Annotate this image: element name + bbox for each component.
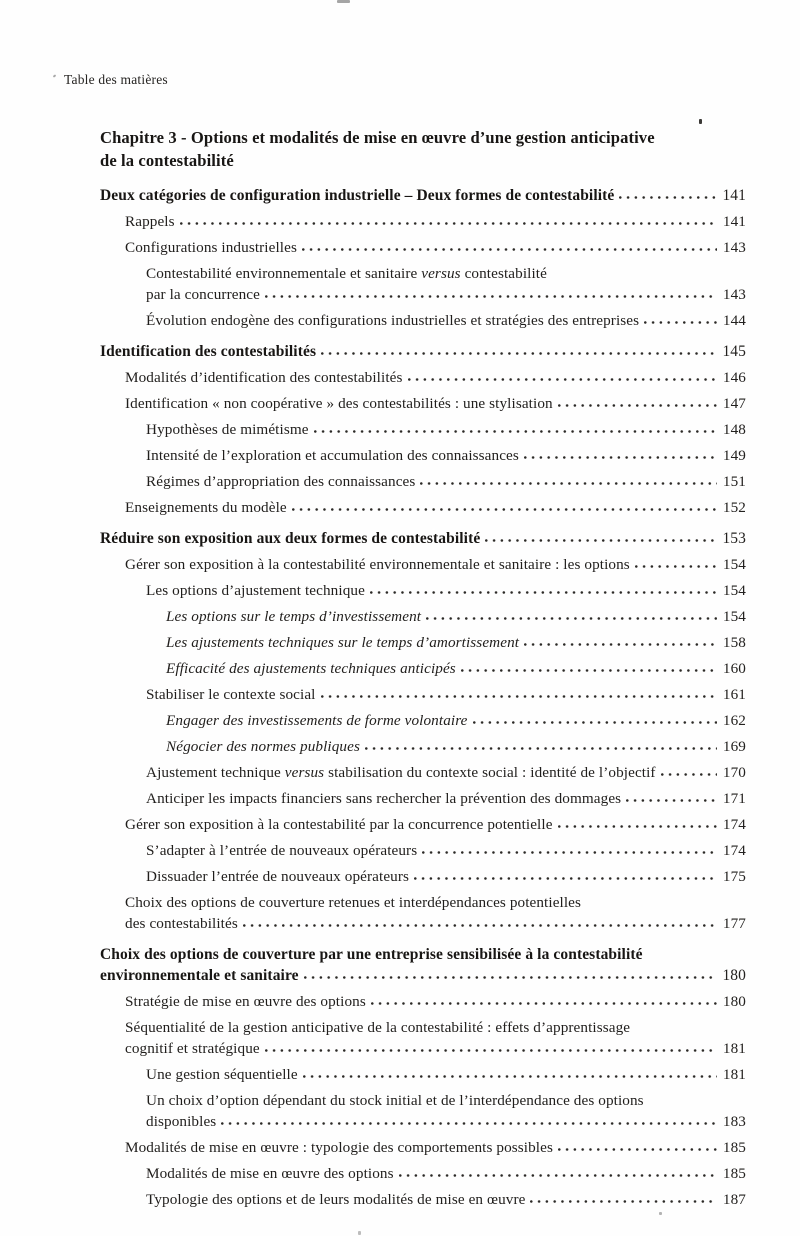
dot-leader [180, 214, 717, 226]
toc-entry-line [125, 1137, 746, 1158]
toc-entry-title [125, 393, 553, 414]
page-number: 146 [722, 369, 746, 386]
toc-entry-line [166, 606, 746, 627]
toc-entry-19 [100, 710, 746, 731]
toc-entry-33 [100, 1163, 746, 1184]
toc-entry-title [146, 1163, 394, 1184]
dot-leader [303, 1067, 717, 1079]
toc-entry-line [125, 497, 746, 518]
toc-entry-line [146, 684, 746, 705]
toc-text-segment: Typologie des options et de leurs modalités de mise en œuvre [146, 1191, 526, 1208]
toc-entry-title [146, 310, 639, 331]
toc-entry-line [166, 710, 746, 731]
dot-leader [524, 448, 717, 460]
toc-entry-0 [100, 185, 746, 206]
toc-entry-7 [100, 393, 746, 414]
toc-text-segment: Ajustement technique [146, 764, 285, 781]
dot-leader [314, 422, 717, 434]
toc-entry-title [125, 991, 366, 1012]
toc-text-segment: Identification des contestabilités [100, 343, 317, 360]
page-number: 154 [722, 582, 746, 599]
toc-text-segment: Un choix d’option dépendant du stock initial et de l’interdépendance des options [146, 1092, 644, 1109]
toc-content [100, 126, 746, 1210]
dot-leader [265, 1041, 717, 1053]
toc-entry-line [166, 736, 746, 757]
toc-entry-title [125, 913, 238, 934]
toc-entry-title [125, 1137, 553, 1158]
page-number: 185 [722, 1139, 746, 1156]
toc-entry-title [146, 762, 656, 783]
toc-entry-title [125, 211, 175, 232]
toc-entry-line [100, 528, 746, 549]
page-number: 180 [722, 967, 746, 984]
page-number: 185 [722, 1165, 746, 1182]
toc-inline-italic: versus [421, 265, 461, 282]
toc-text-segment: Modalités d’identification des contestabilités [125, 369, 403, 386]
dot-leader [414, 869, 717, 881]
dot-leader [321, 344, 717, 356]
toc-text-segment: Gérer son exposition à la contestabilité par la concurrence potentielle [125, 816, 553, 833]
dot-leader [371, 994, 717, 1006]
page-number: 171 [722, 790, 746, 807]
toc-entry-34 [100, 1189, 746, 1210]
toc-entry-10 [100, 471, 746, 492]
toc-entry-23 [100, 814, 746, 835]
toc-text-segment: Stratégie de mise en œuvre des options [125, 993, 366, 1010]
toc-entry-line [146, 445, 746, 466]
page-number: 160 [722, 660, 746, 677]
toc-entry-title [100, 341, 316, 362]
toc-entry-title [166, 632, 519, 653]
running-header: Table des matières [64, 72, 168, 87]
toc-entry-title [100, 185, 614, 206]
toc-entry-title [146, 471, 415, 492]
dot-leader [461, 661, 717, 673]
toc-entry-line [100, 185, 746, 206]
toc-text-segment: Enseignements du modèle [125, 499, 287, 516]
page-number: 174 [722, 816, 746, 833]
toc-entry-title [125, 497, 287, 518]
page-number: 147 [722, 395, 746, 412]
toc-text-segment: Les ajustements techniques sur le temps d’amortissement [166, 634, 520, 651]
toc-entry-title [146, 580, 365, 601]
chapter-heading-line2: de la contestabilité [100, 151, 234, 170]
scan-artifact [337, 0, 350, 3]
page-number: 181 [722, 1040, 746, 1057]
toc-text-segment: Les options sur le temps d’investissement [166, 608, 422, 625]
page-number: 187 [722, 1191, 746, 1208]
toc-entry-line [146, 310, 746, 331]
toc-text-segment: Deux catégories de configuration industrielle – Deux formes de contestabilité [100, 187, 615, 204]
dot-leader [422, 843, 717, 855]
toc-entry-line [146, 284, 746, 305]
dot-leader [635, 557, 717, 569]
toc-entry-line [146, 471, 746, 492]
toc-text-segment: Négocier des normes publiques [166, 738, 360, 755]
toc-entry-3 [100, 263, 746, 305]
toc-entry-line [146, 1189, 746, 1210]
page-number: 154 [722, 608, 746, 625]
toc-entry-24 [100, 840, 746, 861]
dot-leader [558, 1140, 717, 1152]
dot-leader [304, 968, 717, 980]
page-number: 154 [722, 556, 746, 573]
toc-entry-line [100, 944, 746, 965]
toc-entry-line [125, 237, 746, 258]
toc-text-segment: Identification « non coopérative » des contestabilités : une stylisation [125, 395, 553, 412]
dot-leader [473, 713, 717, 725]
toc-entry-line [125, 393, 746, 414]
page-number: 162 [722, 712, 746, 729]
toc-entry-2 [100, 237, 746, 258]
toc-text-segment: S’adapter à l’entrée de nouveaux opérateurs [146, 842, 418, 859]
dot-leader [302, 240, 717, 252]
toc-inline-italic: versus [284, 764, 325, 781]
toc-entry-22 [100, 788, 746, 809]
toc-text-segment: environnementale et sanitaire [100, 967, 299, 984]
dot-leader [321, 687, 718, 699]
toc-entry-title [146, 1189, 525, 1210]
toc-text-segment: Contestabilité environnementale et sanitaire [146, 265, 422, 282]
toc-entry-line [166, 658, 746, 679]
toc-entry-15 [100, 606, 746, 627]
dot-leader [399, 1166, 717, 1178]
dot-leader [243, 916, 717, 928]
toc-entry-28 [100, 991, 746, 1012]
dot-leader [292, 500, 717, 512]
page-number: 144 [722, 312, 746, 329]
toc-text-segment: des contestabilités [125, 915, 238, 932]
toc-entry-line [146, 1163, 746, 1184]
toc-entry-line [146, 263, 746, 284]
toc-text-segment: Réduire son exposition aux deux formes de contestabilité [100, 530, 481, 547]
page-number: 183 [722, 1113, 746, 1130]
toc-list [100, 185, 746, 1210]
toc-text-segment: par la concurrence [146, 286, 260, 303]
toc-text-segment: Régimes d’appropriation des connaissances [146, 473, 416, 490]
toc-entry-title [146, 788, 621, 809]
page-number: 170 [722, 764, 746, 781]
toc-entry-title [146, 1064, 298, 1085]
toc-entry-27 [100, 944, 746, 986]
toc-entry-20 [100, 736, 746, 757]
toc-text-segment: Configurations industrielles [125, 239, 297, 256]
toc-entry-13 [100, 554, 746, 575]
dot-leader [370, 583, 717, 595]
toc-entry-18 [100, 684, 746, 705]
page-number: 177 [722, 915, 746, 932]
toc-entry-6 [100, 367, 746, 388]
toc-entry-25 [100, 866, 746, 887]
toc-entry-29 [100, 1017, 746, 1059]
page-number: 151 [722, 473, 746, 490]
toc-text-segment: contestabilité [460, 265, 547, 282]
toc-entry-line [100, 341, 746, 362]
toc-text-segment: cognitif et stratégique [125, 1040, 260, 1057]
toc-text-segment: Modalités de mise en œuvre : typologie des comportements possibles [125, 1139, 553, 1156]
dot-leader [426, 609, 717, 621]
toc-entry-line [125, 554, 746, 575]
toc-entry-16 [100, 632, 746, 653]
toc-entry-30 [100, 1064, 746, 1085]
toc-entry-title [125, 1038, 260, 1059]
toc-text-segment: Intensité de l’exploration et accumulation des connaissances [146, 447, 519, 464]
toc-text-segment: Évolution endogène des configurations industrielles et stratégies des entreprises [146, 312, 640, 329]
page-number: 152 [722, 499, 746, 516]
toc-entry-line [146, 762, 746, 783]
toc-text-segment: Hypothèses de mimétisme [146, 421, 309, 438]
toc-entry-title [125, 814, 553, 835]
dot-leader [619, 188, 717, 200]
toc-text-segment: Gérer son exposition à la contestabilité environnementale et sanitaire : les options [125, 556, 630, 573]
page-number: 148 [722, 421, 746, 438]
scan-artifact [53, 74, 57, 77]
dot-leader [558, 396, 717, 408]
toc-entry-line [125, 1017, 746, 1038]
toc-text-segment: Choix des options de couverture par une entreprise sensibilisée à la contestabilité [100, 946, 643, 963]
dot-leader [365, 739, 717, 751]
toc-text-segment: stabilisation du contexte social : identité de l’objectif [324, 764, 656, 781]
page-number: 153 [722, 530, 746, 547]
page-number: 181 [722, 1066, 746, 1083]
toc-entry-title [146, 445, 519, 466]
toc-entry-11 [100, 497, 746, 518]
dot-leader [524, 635, 717, 647]
toc-entry-line [146, 788, 746, 809]
page-number: 143 [722, 286, 746, 303]
toc-entry-title [166, 658, 456, 679]
toc-entry-title [166, 710, 468, 731]
dot-leader [661, 765, 717, 777]
toc-entry-line [125, 814, 746, 835]
toc-entry-line [146, 840, 746, 861]
page-number: 149 [722, 447, 746, 464]
dot-leader [626, 791, 717, 803]
toc-text-segment: Dissuader l’entrée de nouveaux opérateurs [146, 868, 410, 885]
toc-text-segment: Efficacité des ajustements techniques anticipés [166, 660, 456, 677]
scan-artifact [659, 1212, 662, 1215]
page-number: 141 [722, 213, 746, 230]
dot-leader [530, 1192, 717, 1204]
page-number: 158 [722, 634, 746, 651]
toc-text-segment: Modalités de mise en œuvre des options [146, 1165, 394, 1182]
toc-entry-14 [100, 580, 746, 601]
toc-entry-title [146, 419, 309, 440]
toc-entry-title [146, 840, 417, 861]
dot-leader [644, 313, 717, 325]
toc-entry-title [146, 866, 409, 887]
toc-entry-line [146, 1064, 746, 1085]
toc-text-segment: Anticiper les impacts financiers sans rechercher la prévention des dommages [146, 790, 622, 807]
toc-entry-line [166, 632, 746, 653]
toc-entry-line [146, 419, 746, 440]
toc-text-segment: Engager des investissements de forme volontaire [166, 712, 468, 729]
page-number: 175 [722, 868, 746, 885]
dot-leader [558, 817, 717, 829]
page-number: 141 [722, 187, 746, 204]
toc-entry-line [125, 991, 746, 1012]
chapter-heading-line1: Chapitre 3 - Options et modalités de mise en œuvre d’une gestion anticipative [100, 128, 655, 147]
toc-entry-8 [100, 419, 746, 440]
toc-entry-title [100, 528, 480, 549]
toc-entry-title [125, 554, 630, 575]
toc-text-segment: disponibles [146, 1113, 217, 1130]
toc-entry-line [146, 1111, 746, 1132]
scan-artifact [699, 119, 702, 124]
toc-entry-1 [100, 211, 746, 232]
toc-entry-line [146, 1090, 746, 1111]
toc-entry-title [166, 736, 360, 757]
page-number: 169 [722, 738, 746, 755]
chapter-heading [100, 126, 746, 172]
toc-entry-line [125, 1038, 746, 1059]
toc-entry-line [125, 367, 746, 388]
toc-entry-17 [100, 658, 746, 679]
toc-entry-26 [100, 892, 746, 934]
toc-entry-title [125, 367, 403, 388]
toc-entry-title [146, 1111, 216, 1132]
toc-text-segment: Choix des options de couverture retenues et interdépendances potentielles [125, 894, 582, 911]
scan-artifact [358, 1231, 361, 1235]
toc-entry-title [146, 684, 316, 705]
toc-entry-4 [100, 310, 746, 331]
toc-entry-9 [100, 445, 746, 466]
toc-entry-title [100, 965, 299, 986]
toc-entry-line [125, 892, 746, 913]
toc-entry-21 [100, 762, 746, 783]
toc-text-segment: Rappels [125, 213, 175, 230]
toc-entry-title [166, 606, 421, 627]
toc-text-segment: Séquentialité de la gestion anticipative de la contestabilité : effets d’apprentissage [125, 1019, 631, 1036]
page-number: 161 [722, 686, 746, 703]
page-number: 180 [722, 993, 746, 1010]
toc-text-segment: Les options d’ajustement technique [146, 582, 365, 599]
toc-entry-line [125, 913, 746, 934]
dot-leader [408, 370, 718, 382]
toc-text-segment: Stabiliser le contexte social [146, 686, 316, 703]
toc-entry-32 [100, 1137, 746, 1158]
dot-leader [485, 531, 717, 543]
toc-entry-line [146, 580, 746, 601]
toc-entry-title [146, 284, 260, 305]
toc-text-segment: Une gestion séquentielle [146, 1066, 298, 1083]
toc-entry-line [146, 866, 746, 887]
page-number: 145 [722, 343, 746, 360]
toc-entry-line [125, 211, 746, 232]
page-number: 174 [722, 842, 746, 859]
dot-leader [265, 287, 717, 299]
dot-leader [221, 1114, 717, 1126]
toc-entry-31 [100, 1090, 746, 1132]
toc-entry-title [125, 237, 297, 258]
toc-entry-12 [100, 528, 746, 549]
toc-entry-5 [100, 341, 746, 362]
page-number: 143 [722, 239, 746, 256]
toc-entry-line [100, 965, 746, 986]
dot-leader [420, 474, 717, 486]
